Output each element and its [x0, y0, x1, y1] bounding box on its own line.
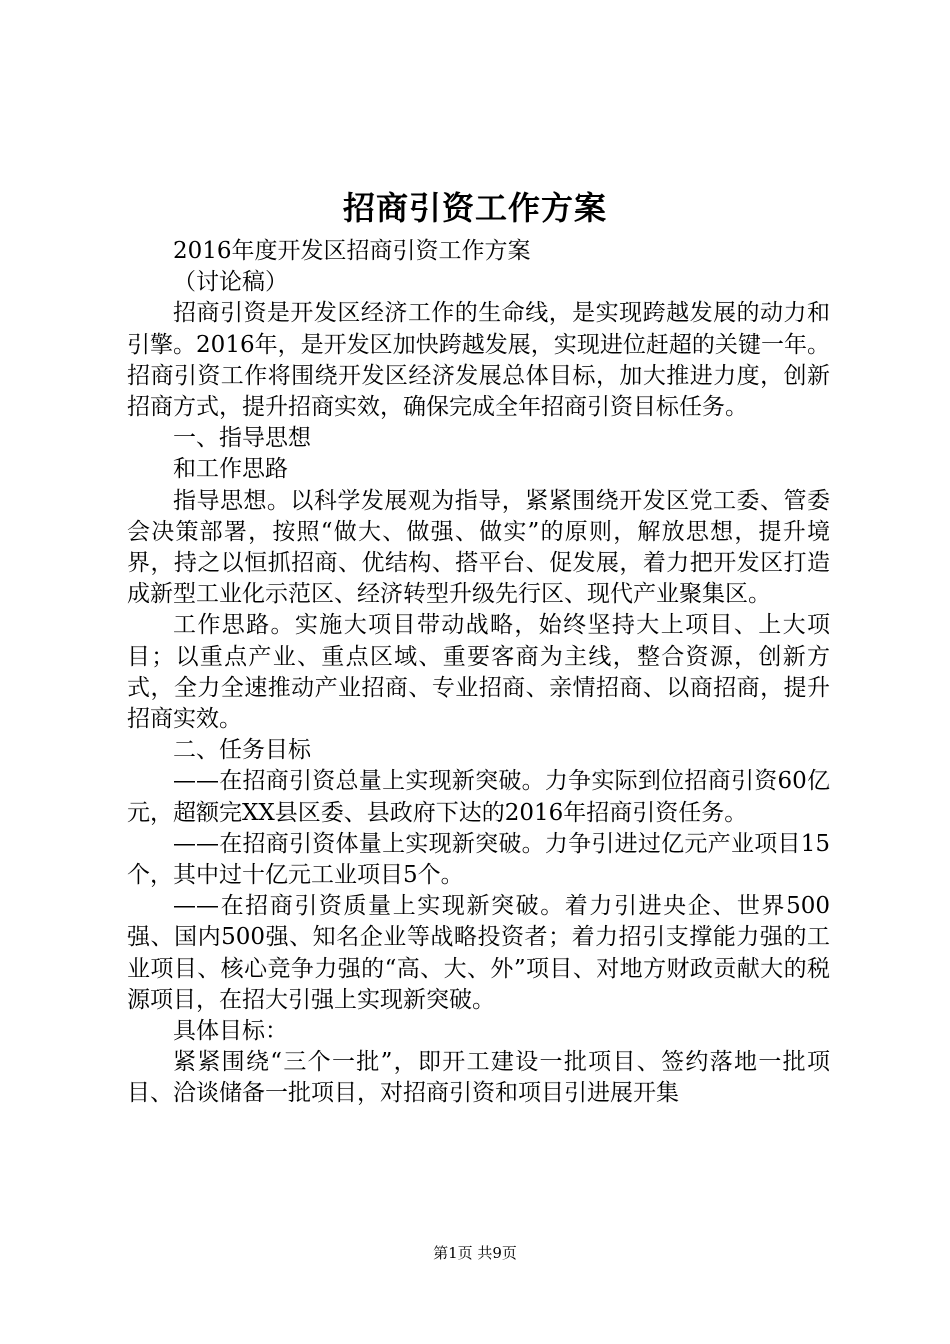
document-title: 招商引资工作方案: [342, 189, 607, 227]
section-heading-targets: 二、任务目标: [173, 737, 311, 764]
document-subtitle: 2016年度开发区招商引资工作方案: [173, 238, 531, 264]
paragraph-target-quality: ——在招商引资质量上实现新突破。着力引进央企、世界500强、国内500强、知名企业等战略投资者；着力招引支撑能力强的工业项目、核心竞争力强的“高、大、外”项目、对地方财政贡献大的税源项目，在招大引强上实现新突破。: [127, 893, 830, 1013]
page-footer: 第1页 共9页: [433, 1244, 517, 1262]
section-heading-guiding-cont: 和工作思路: [173, 456, 288, 483]
paragraph-target-total: ——在招商引资总量上实现新突破。力争实际到位招商引资60亿元，超额完XX县区委、县政府下达的2016年招商引资任务。: [127, 768, 830, 826]
document-body: [127, 236, 830, 1110]
paragraph-work-approach: 工作思路。实施大项目带动战略，始终坚持大上项目、上大项目；以重点产业、重点区域、重要客商为主线，整合资源，创新方式，全力全速推动产业招商、专业招商、亲情招商、以商招商，提升招商实效。: [127, 612, 830, 733]
section-heading-specific-targets: 具体目标：: [173, 1018, 288, 1045]
paragraph-target-volume: ——在招商引资体量上实现新突破。力争引进过亿元产业项目15个，其中过十亿元工业项目5个。: [127, 830, 830, 889]
paragraph-three-batches: 紧紧围绕“三个一批”，即开工建设一批项目、签约落地一批项目、洽谈储备一批项目，对招商引资和项目引进展开集: [127, 1049, 830, 1107]
paragraph-guiding-thought: 指导思想。以科学发展观为指导，紧紧围绕开发区党工委、管委会决策部署，按照“做大、做强、做实”的原则，解放思想，提升境界，持之以恒抓招商、优结构、搭平台、促发展，着力把开发区打造成新型工业化示范区、经济转型升级先行区、现代产业聚集区。: [127, 487, 830, 608]
draft-note: （讨论稿）: [173, 269, 288, 296]
section-heading-guiding: 一、指导思想: [173, 425, 311, 452]
paragraph-intro: 招商引资是开发区经济工作的生命线，是实现跨越发展的动力和引擎。2016年，是开发区加快跨越发展，实现进位赶超的关键一年。招商引资工作将围绕开发区经济发展总体目标，加大推进力度，创新招商方式，提升招商实效，确保完成全年招商引资目标任务。: [127, 300, 830, 421]
